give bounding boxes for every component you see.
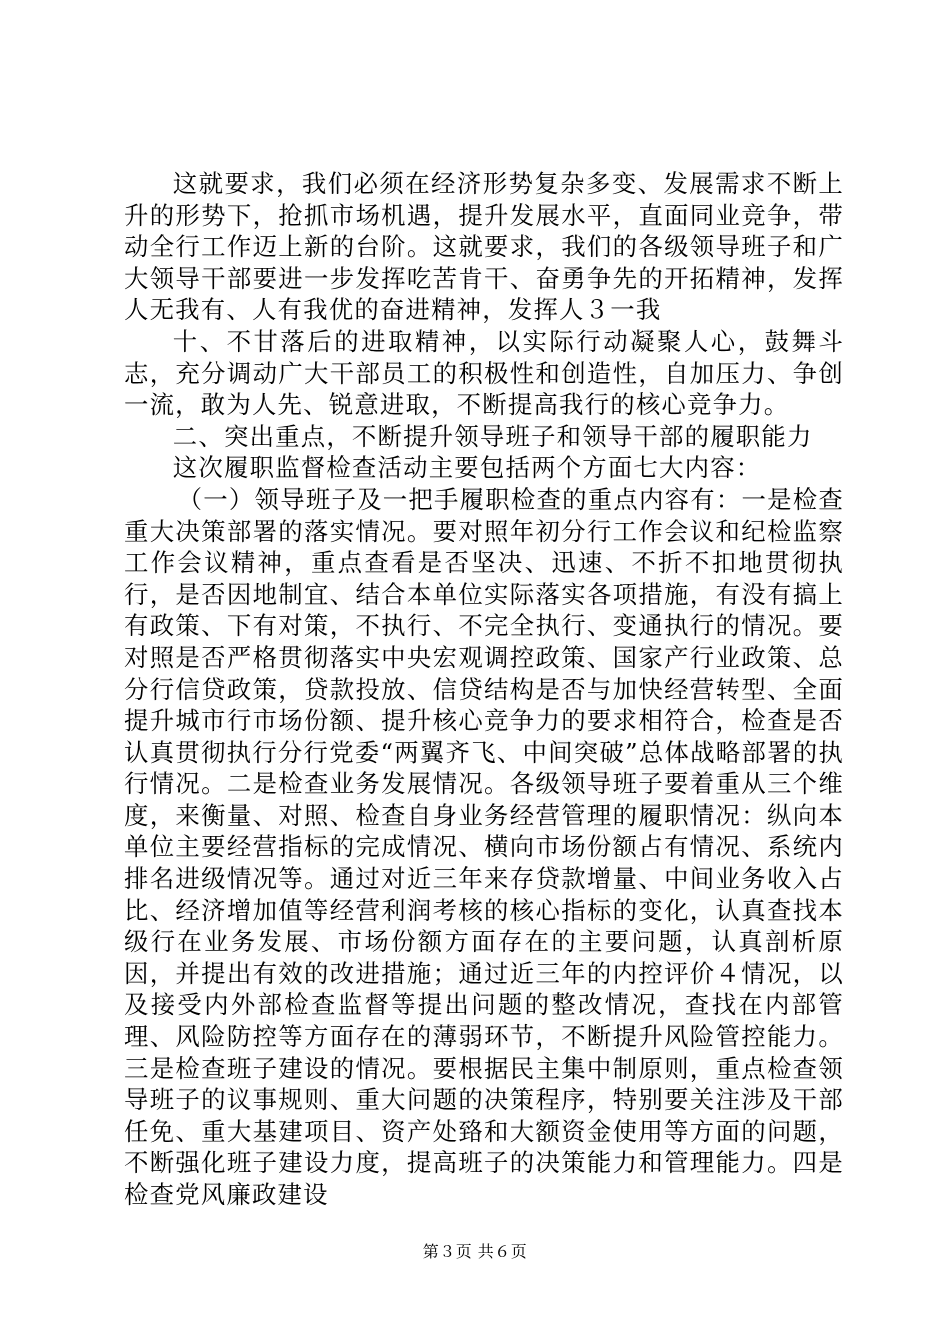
page-footer: 第３页 共６页	[422, 1242, 528, 1261]
paragraph-inspection-scope: 这次履职监督检查活动主要包括两个方面七大内容：	[172, 453, 762, 483]
paragraph-spirit: 十、不甘落后的进取精神，以实际行动凝聚人心，鼓舞斗志，充分调动广大干部员工的积极性和创造性，自加压力、争创一流，敢为人先、锐意进取，不断提高我行的核心竞争力。	[124, 326, 844, 420]
section-heading-two: 二、突出重点，不断提升领导班子和领导干部的履职能力	[172, 421, 813, 451]
document-body	[124, 168, 844, 1211]
paragraph-leadership-inspection: （一）领导班子及一把手履职检查的重点内容有：一是检查重大决策部署的落实情况。要对照年初分行工作会议和纪检监察工作会议精神，重点查看是否坚决、迅速、不折不扣地贯彻执行，是否因地制宜、结合本单位实际落实各项措施，有没有搞上有政策、下有对策，不执行、不完全执行、变通执行的情况。要对照是否严格贯彻落实中央宏观调控政策、国家产行业政策、总分行信贷政策，贷款投放、信贷结构是否与加快经营转型、全面提升城市行市场份额、提升核心竞争力的要求相符合，检查是否认真贯彻执行分行党委“两翼齐飞、中间突破”总体战略部署的执行情况。二是检查业务发展情况。各级领导班子要着重从三个维度，来衡量、对照、检查自身业务经营管理的履职情况：纵向本单位主要经营指标的完成情况、横向市场份额占有情况、系统内排名进级情况等。通过对近三年来存贷款增量、中间业务收入占比、经济增加值等经营利润考核的核心指标的变化，认真查找本级行在业务发展、市场份额方面存在的主要问题，认真剖析原因，并提出有效的改进措施；通过近三年的内控评价４情况，以及接受内外部检查监督等提出问题的整改情况，查找在内部管理、风险防控等方面存在的薄弱环节，不断提升风险管控能力。三是检查班子建设的情况。要根据民主集中制原则，重点检查领导班子的议事规则、重大问题的决策程序，特别要关注涉及干部任免、重大基建项目、资产处臵和大额资金使用等方面的问题，不断强化班子建设力度，提高班子的决策能力和管理能力。四是检查党风廉政建设	[124, 484, 844, 1209]
paragraph-requirements: 这就要求，我们必须在经济形势复杂多变、发展需求不断上升的形势下，抢抓市场机遇，提升发展水平，直面同业竞争，带动全行工作迈上新的台阶。这就要求，我们的各级领导班子和广大领导干部要进一步发挥吃苦肯干、奋勇争先的开拓精神，发挥人无我有、人有我优的奋进精神，发挥人３一我	[124, 169, 844, 325]
